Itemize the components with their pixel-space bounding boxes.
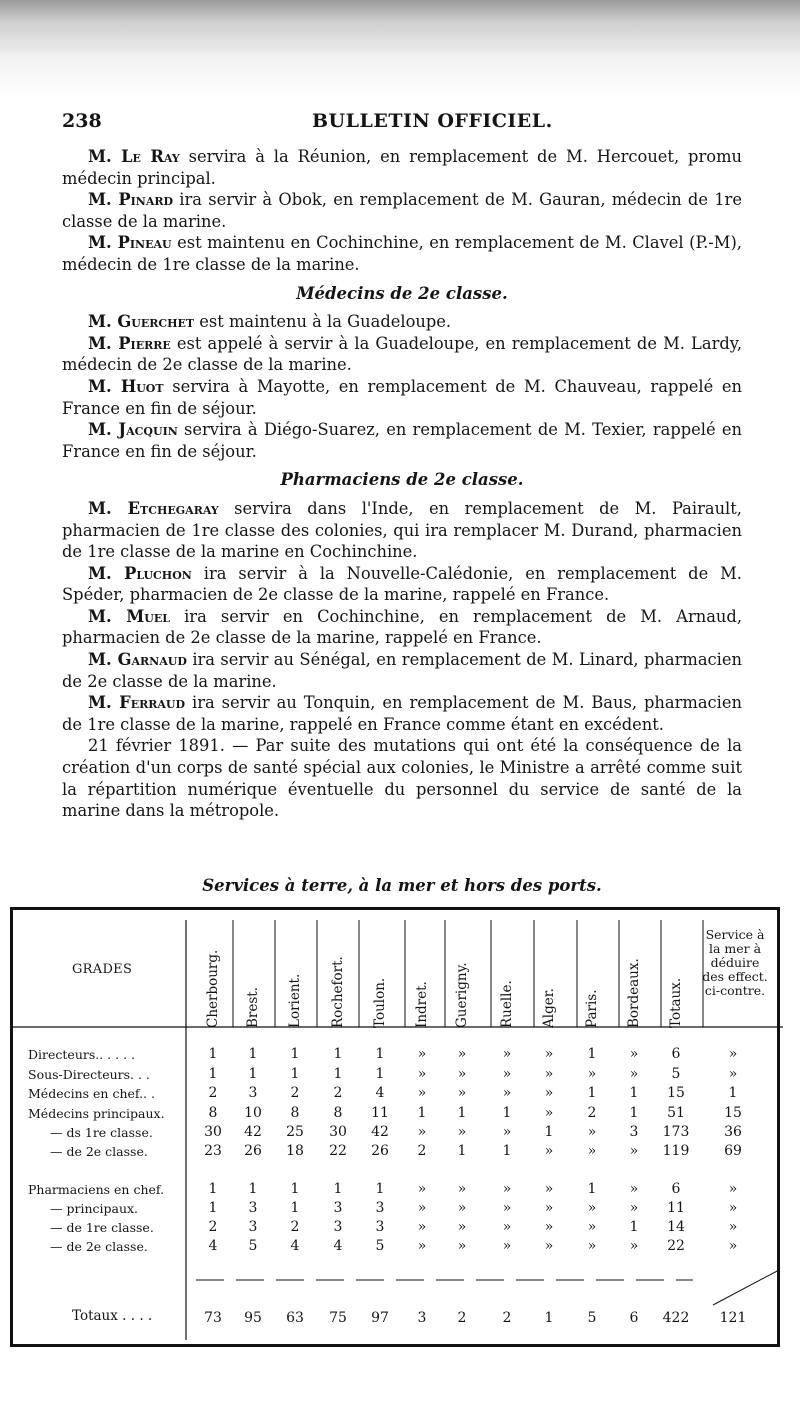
table-cell: » <box>587 1200 597 1216</box>
paragraph-text: ira servir au Sénégal, en remplacement de M. Linard, pharmacien de 2e classe de la marine. <box>62 650 742 691</box>
table-cell: 26 <box>371 1143 389 1159</box>
service-cell: 15 <box>724 1105 742 1121</box>
table-cell: » <box>502 1219 512 1235</box>
table-cell: » <box>544 1200 554 1216</box>
table-cell: » <box>587 1124 597 1140</box>
service-cell: 36 <box>724 1124 742 1140</box>
table-cell: 1 <box>290 1200 300 1216</box>
table-cell: 1 <box>629 1105 639 1121</box>
column-header: Indret. <box>414 981 430 1028</box>
table-cell: 25 <box>286 1124 304 1140</box>
column-header: Ruelle. <box>499 980 515 1028</box>
table-cell: 1 <box>290 1046 300 1062</box>
table-cell: » <box>417 1046 427 1062</box>
paragraph <box>62 376 742 419</box>
table-cell: 1 <box>333 1046 343 1062</box>
person-name: M. Ferraud <box>88 693 186 713</box>
table-cell: 4 <box>208 1238 218 1254</box>
total-cell: 95 <box>244 1310 262 1326</box>
table-cell: » <box>457 1219 467 1235</box>
service-cell: » <box>728 1066 738 1082</box>
row-label: Pharmaciens en chef. <box>28 1182 165 1197</box>
person-name: M. Jacquin <box>88 420 178 440</box>
column-header: Bordeaux. <box>626 958 642 1028</box>
paragraph-text: servira à la Réunion, en remplacement de M. Hercouet, promu médecin principal. <box>62 147 742 188</box>
table-cell: » <box>544 1085 554 1101</box>
row-label: — ds 1re classe. <box>50 1125 153 1140</box>
paragraph <box>62 649 742 692</box>
column-header: Alger. <box>541 988 557 1028</box>
table-cell: 3 <box>248 1200 258 1216</box>
table-cell: » <box>629 1181 639 1197</box>
person-name: M. Pineau <box>88 233 172 253</box>
paragraph <box>62 232 742 275</box>
table-cell: » <box>544 1143 554 1159</box>
total-cell: 422 <box>662 1310 690 1326</box>
table-cell: 1 <box>502 1143 512 1159</box>
table-cell: » <box>457 1046 467 1062</box>
paragraph <box>62 606 742 649</box>
table-cell: 8 <box>208 1105 218 1121</box>
person-name: M. Muel <box>88 606 170 626</box>
table-cell: 1 <box>457 1105 467 1121</box>
table-cell: 3 <box>333 1219 343 1235</box>
total-cell: 1 <box>544 1310 554 1326</box>
total-cell: 6 <box>629 1310 639 1326</box>
table-cell: » <box>629 1238 639 1254</box>
paragraph-text: ira servir à la Nouvelle-Calédonie, en remplacement de M. Spéder, pharmacien de 2e classe de la marine, rappelé en France. <box>62 563 742 605</box>
table-cell: » <box>417 1238 427 1254</box>
totals-label: Totaux . . . . <box>72 1308 153 1324</box>
row-label: — de 1re classe. <box>50 1220 154 1235</box>
table-cell: » <box>587 1238 597 1254</box>
table-cell: 1 <box>375 1181 385 1197</box>
table-cell: 1 <box>502 1105 512 1121</box>
page-number: 238 <box>62 110 102 132</box>
running-title: BULLETIN OFFICIEL. <box>312 110 553 132</box>
table-cell: 8 <box>333 1105 343 1121</box>
row-label: Sous-Directeurs. . . <box>28 1067 150 1082</box>
table-cell: 5 <box>248 1238 258 1254</box>
table-cell: 1 <box>248 1066 258 1082</box>
paragraph <box>62 498 742 563</box>
table-cell: 4 <box>290 1238 300 1254</box>
table-cell: 1 <box>629 1219 639 1235</box>
table-cell: » <box>587 1143 597 1159</box>
paragraph <box>62 419 742 462</box>
service-column-header: Service à la mer à déduire des effect. ci-contre. <box>702 927 768 998</box>
table-cell: 42 <box>244 1124 262 1140</box>
table-cell: 26 <box>244 1143 262 1159</box>
table-cell: » <box>457 1066 467 1082</box>
service-cell: » <box>728 1200 738 1216</box>
table-cell: » <box>544 1105 554 1121</box>
table-cell: » <box>502 1238 512 1254</box>
grades-header: GRADES <box>72 962 133 977</box>
table-cell: 3 <box>629 1124 639 1140</box>
table-cell: 1 <box>587 1181 597 1197</box>
total-cell: 73 <box>204 1310 222 1326</box>
table-cell: » <box>502 1124 512 1140</box>
table-cell: » <box>457 1200 467 1216</box>
table-cell: » <box>544 1066 554 1082</box>
paragraph-text: servira dans l'Inde, en remplacement de M. Pairault, pharmacien de 1re classe des colonies, qui ira remplacer M. Durand, pharmacien de 1re classe de la marine en Cochinchine. <box>62 498 742 562</box>
column-header: Brest. <box>245 986 261 1028</box>
paragraph <box>62 735 742 821</box>
table-cell: » <box>629 1143 639 1159</box>
table-cell: 1 <box>544 1124 554 1140</box>
person-name: M. Guerchet <box>88 312 195 332</box>
total-service-cell: 121 <box>719 1310 747 1326</box>
column-header: Guerigny. <box>454 962 470 1028</box>
table-cell: 2 <box>587 1105 597 1121</box>
table-cell: » <box>457 1181 467 1197</box>
table-cell: » <box>417 1219 427 1235</box>
paragraph-text: est maintenu à la Guadeloupe. <box>194 312 452 332</box>
table-cell: 119 <box>662 1143 690 1159</box>
table-cell: 6 <box>671 1181 681 1197</box>
body-text <box>62 146 742 822</box>
table-cell: 1 <box>333 1181 343 1197</box>
table-cell: » <box>544 1181 554 1197</box>
table-cell: » <box>502 1066 512 1082</box>
table-cell: » <box>417 1066 427 1082</box>
table-cell: 1 <box>208 1181 218 1197</box>
table-cell: 1 <box>587 1085 597 1101</box>
table-cell: 1 <box>375 1046 385 1062</box>
row-label: — de 2e classe. <box>50 1239 148 1254</box>
column-header: Toulon. <box>372 977 388 1028</box>
table-cell: 8 <box>290 1105 300 1121</box>
table-cell: 1 <box>587 1046 597 1062</box>
table-cell: 1 <box>208 1066 218 1082</box>
column-header: Lorient. <box>287 973 303 1028</box>
paragraph <box>62 146 742 189</box>
table-cell: 3 <box>248 1219 258 1235</box>
total-cell: 5 <box>587 1310 597 1326</box>
table-cell: » <box>457 1124 467 1140</box>
person-name: M. Etchegaray <box>88 498 219 518</box>
paragraph-text: ira servir en Cochinchine, en remplacement de M. Arnaud, pharmacien de 2e classe de la marine, rappelé en France. <box>62 606 742 648</box>
table-cell: 11 <box>667 1200 685 1216</box>
table-cell: 22 <box>667 1238 685 1254</box>
person-name: M. Huot <box>88 376 164 396</box>
page-header <box>62 110 742 134</box>
table-cell: 3 <box>375 1219 385 1235</box>
row-label: — de 2e classe. <box>50 1144 148 1159</box>
table-cell: » <box>417 1124 427 1140</box>
person-name: M. Pinard <box>88 190 174 210</box>
table-cell: » <box>457 1085 467 1101</box>
table-cell: 3 <box>333 1200 343 1216</box>
row-label: Directeurs.. . . . . <box>28 1047 135 1062</box>
table-cell: 3 <box>248 1085 258 1101</box>
table-cell: 22 <box>329 1143 347 1159</box>
table-cell: 51 <box>667 1105 685 1121</box>
paragraph-text: servira à Diégo-Suarez, en remplacement de M. Texier, rappelé en France en fin de séjour. <box>62 420 742 461</box>
person-name: M. Garnaud <box>88 650 187 670</box>
paragraph-text: est maintenu en Cochinchine, en remplacement de M. Clavel (P.-M), médecin de 1re classe de la marine. <box>62 233 742 274</box>
table-cell: 2 <box>208 1219 218 1235</box>
table-cell: 2 <box>417 1143 427 1159</box>
table-cell: » <box>457 1238 467 1254</box>
paragraph-text: 21 février 1891. — Par suite des mutations qui ont été la conséquence de la création d'un corps de santé spécial aux colonies, le Ministre a arrêté comme suit la répartition numérique éventuelle du personnel du service de santé de la marine dans la métropole. <box>62 736 742 821</box>
table-cell: 2 <box>290 1219 300 1235</box>
table-cell: 14 <box>667 1219 685 1235</box>
table-cell: 1 <box>248 1181 258 1197</box>
table-cell: » <box>417 1085 427 1101</box>
table-cell: » <box>502 1181 512 1197</box>
column-header: Paris. <box>584 989 600 1028</box>
table-cell: » <box>629 1066 639 1082</box>
row-label: — principaux. <box>50 1201 139 1216</box>
table-cell: 10 <box>244 1105 262 1121</box>
table-cell: 1 <box>457 1143 467 1159</box>
total-cell: 63 <box>286 1310 304 1326</box>
table-cell: » <box>544 1238 554 1254</box>
table-cell: 2 <box>208 1085 218 1101</box>
paragraph-text: est appelé à servir à la Guadeloupe, en remplacement de M. Lardy, médecin de 2e classe de la marine. <box>62 333 742 375</box>
table-cell: 4 <box>375 1085 385 1101</box>
table-cell: 4 <box>333 1238 343 1254</box>
table-cell: » <box>544 1219 554 1235</box>
paragraph-text: servira à Mayotte, en remplacement de M. Chauveau, rappelé en France en fin de séjour. <box>62 376 742 418</box>
paragraph-text: ira servir à Obok, en remplacement de M. Gauran, médecin de 1re classe de la marine. <box>62 190 742 231</box>
paragraph-group-2 <box>62 311 742 462</box>
person-name: M. Pierre <box>88 333 171 353</box>
table-cell: 11 <box>371 1105 389 1121</box>
paragraph-group-1 <box>62 146 742 276</box>
column-header: Totaux. <box>668 977 684 1028</box>
heading-medecins: Médecins de 2e classe. <box>296 283 508 303</box>
paragraph-text: ira servir au Tonquin, en remplacement de M. Baus, pharmacien de 1re classe de la marine, rappelé en France comme étant en excédent. <box>62 693 742 734</box>
total-cell: 2 <box>457 1310 467 1326</box>
table-cell: » <box>629 1046 639 1062</box>
table-cell: » <box>417 1181 427 1197</box>
table-cell: » <box>502 1046 512 1062</box>
table-cell: 3 <box>375 1200 385 1216</box>
table-cell: 1 <box>375 1066 385 1082</box>
paragraph <box>62 189 742 232</box>
service-cell: 1 <box>728 1085 738 1101</box>
table-cell: 1 <box>248 1046 258 1062</box>
row-label: Médecins principaux. <box>28 1106 165 1121</box>
heading-pharmaciens: Pharmaciens de 2e classe. <box>280 470 524 490</box>
paragraph <box>62 333 742 376</box>
column-header: Rochefort. <box>330 956 346 1028</box>
person-name: M. Pluchon <box>88 563 192 583</box>
service-cell: » <box>728 1046 738 1062</box>
table-cell: » <box>502 1085 512 1101</box>
table-cell: 30 <box>204 1124 222 1140</box>
table-cell: 2 <box>290 1085 300 1101</box>
table-cell: 30 <box>329 1124 347 1140</box>
table-cell: 1 <box>208 1046 218 1062</box>
table-cell: » <box>502 1200 512 1216</box>
table-cell: » <box>587 1219 597 1235</box>
table-cell: 1 <box>629 1085 639 1101</box>
table-cell: 1 <box>208 1200 218 1216</box>
service-cell: » <box>728 1219 738 1235</box>
person-name: M. Le Ray <box>88 147 180 166</box>
table-cell: 18 <box>286 1143 304 1159</box>
table-cell: 1 <box>333 1066 343 1082</box>
total-cell: 75 <box>329 1310 347 1326</box>
paragraph <box>62 692 742 735</box>
table-cell: 23 <box>204 1143 222 1159</box>
paragraph <box>62 311 742 333</box>
table-cell: 1 <box>290 1181 300 1197</box>
table-cell: » <box>544 1046 554 1062</box>
service-cell: » <box>728 1238 738 1254</box>
column-header: Cherbourg. <box>205 949 221 1028</box>
table-cell: » <box>587 1066 597 1082</box>
table-cell: » <box>629 1200 639 1216</box>
table-cell: 5 <box>671 1066 681 1082</box>
table-cell: 2 <box>333 1085 343 1101</box>
services-title: Services à terre, à la mer et hors des ports. <box>202 876 602 895</box>
total-cell: 97 <box>371 1310 389 1326</box>
table-cell: » <box>417 1200 427 1216</box>
total-cell: 2 <box>502 1310 512 1326</box>
table-cell: 1 <box>290 1066 300 1082</box>
total-cell: 3 <box>417 1310 427 1326</box>
table-cell: 5 <box>375 1238 385 1254</box>
row-label: Médecins en chef.. . <box>28 1086 155 1101</box>
table-cell: 1 <box>417 1105 427 1121</box>
paragraph-group-3 <box>62 498 742 822</box>
table-cell: 173 <box>662 1124 690 1140</box>
paragraph <box>62 563 742 606</box>
table-cell: 42 <box>371 1124 389 1140</box>
service-cell: » <box>728 1181 738 1197</box>
table-cell: 15 <box>667 1085 685 1101</box>
service-cell: 69 <box>724 1143 742 1159</box>
table-cell: 6 <box>671 1046 681 1062</box>
